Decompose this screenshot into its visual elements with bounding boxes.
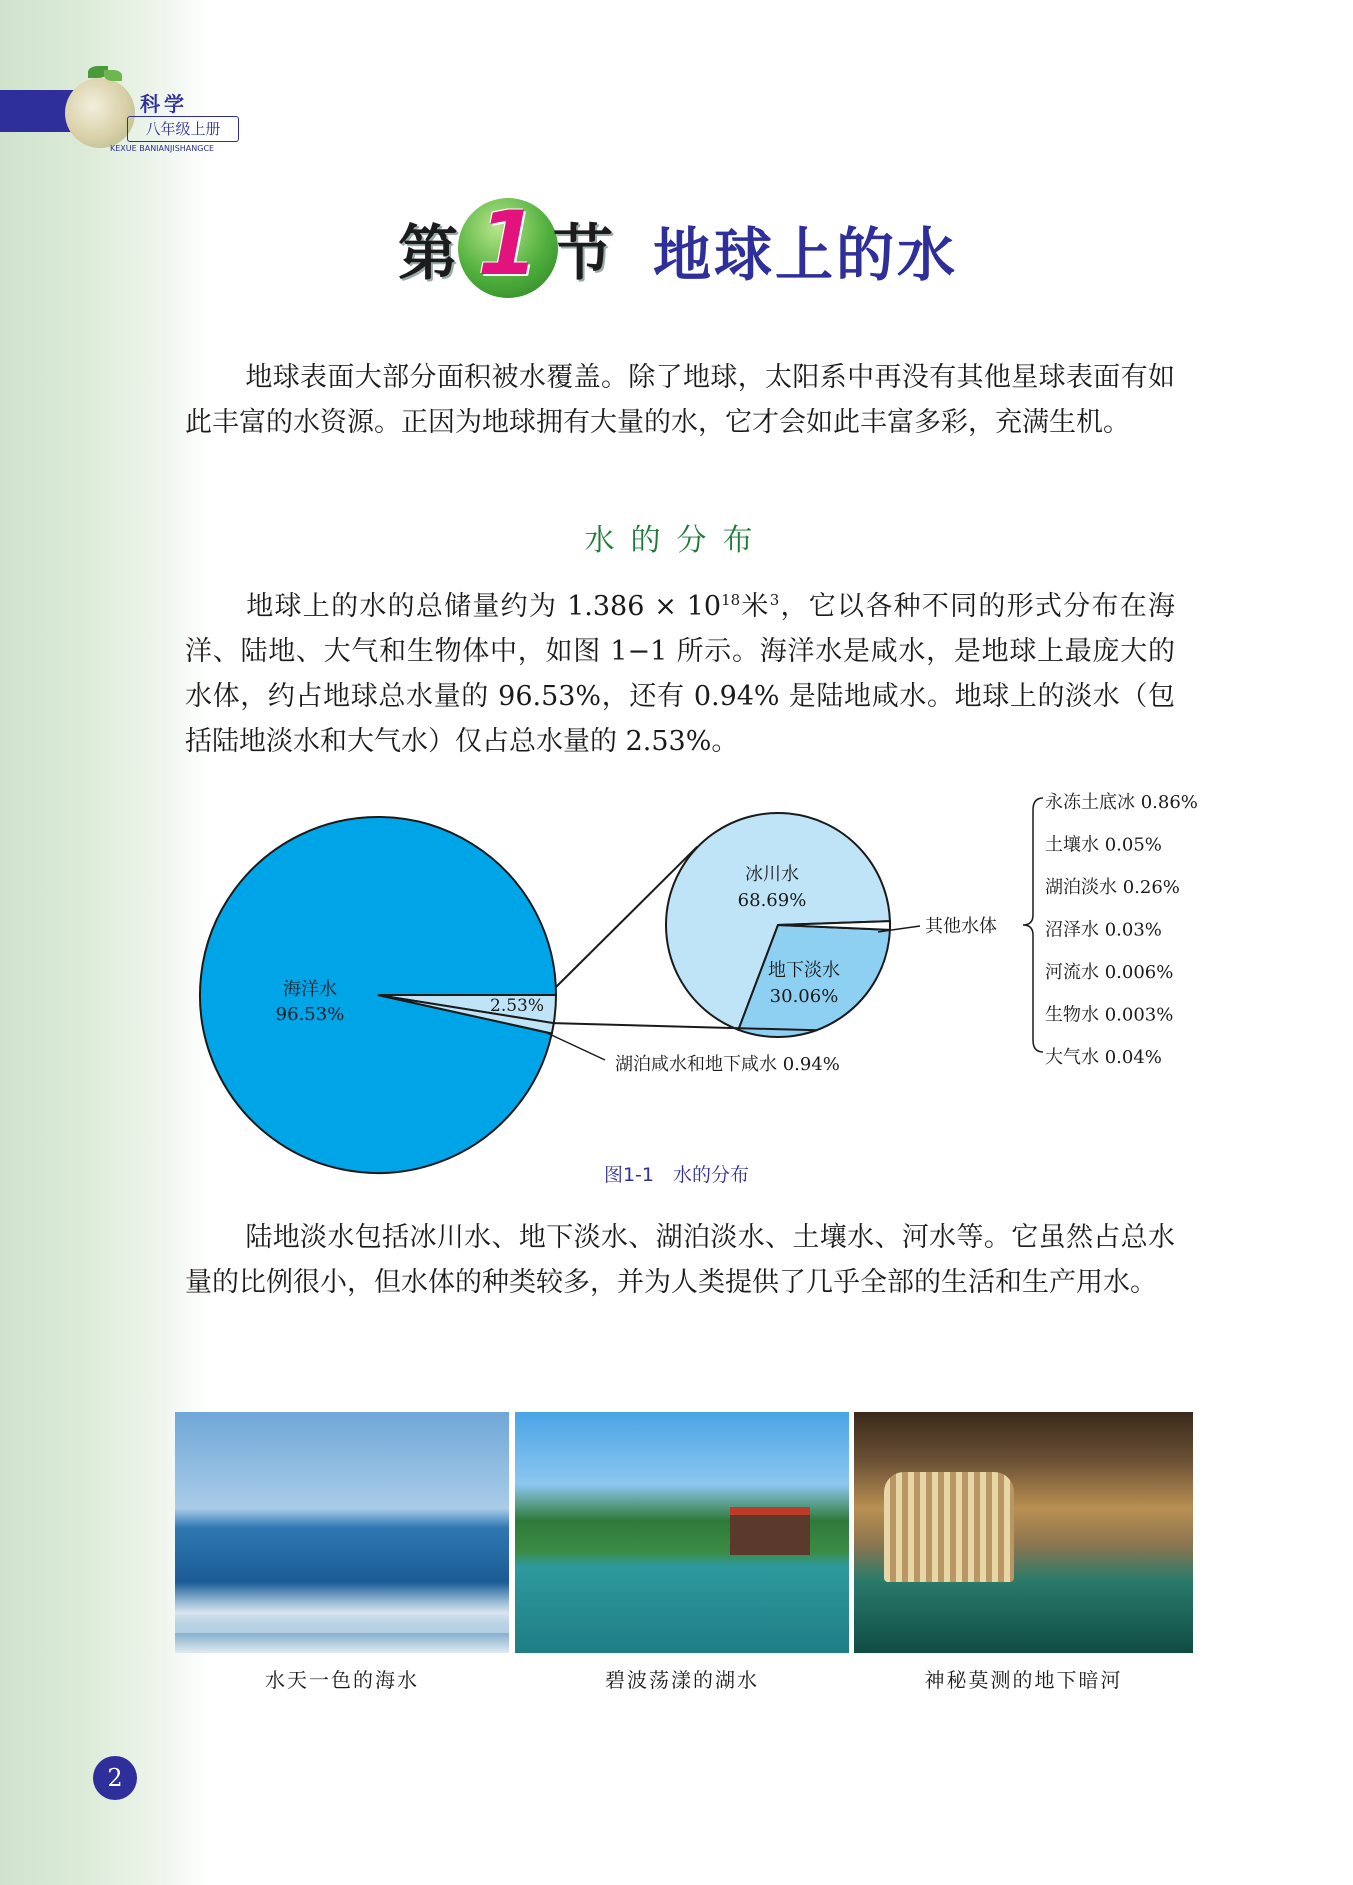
cave-photo-caption: 神秘莫测的地下暗河 bbox=[924, 1668, 1123, 1692]
other-water-item: 土壤水 0.05% bbox=[1045, 834, 1162, 856]
land-fresh-text: 陆地淡水包括冰川水、地下淡水、湖泊淡水、土壤水、河水等。它虽然占总水量的比例很小，但水体的种类较多，并为人类提供了几乎全部的生活和生产用水。 bbox=[185, 1222, 1175, 1298]
ocean-label: 海洋水 bbox=[283, 979, 337, 1000]
glacier-value: 68.69% bbox=[737, 890, 807, 911]
stalactites bbox=[884, 1472, 1014, 1582]
distribution-rest: ，它以各种不同的形式分布在海洋、陆地、大气和生物体中，如图 1−1 所示。海洋水是咸水，是地球上最庞大的水体，约占地球总水量的 96.53%，还有 0.94% 是陆地咸水。地球上的淡水（包括陆地淡水和大气水）仅占总水量的 2.53%。 bbox=[185, 591, 1176, 757]
book-grade: 八年级上册 bbox=[127, 116, 239, 142]
distribution-unit: 米 bbox=[740, 591, 770, 622]
saline-callout-line bbox=[545, 1032, 605, 1060]
distribution-paragraph bbox=[185, 578, 1175, 764]
section-prefix: 第 bbox=[398, 219, 458, 289]
distribution-exponent: 18 bbox=[721, 591, 741, 609]
glacier-label: 冰川水 bbox=[745, 864, 799, 885]
other-water-item: 沼泽水 0.03% bbox=[1045, 919, 1162, 941]
globe-logo bbox=[65, 78, 135, 148]
pie-charts bbox=[0, 770, 1353, 1200]
cave-photo bbox=[854, 1412, 1193, 1653]
land-fresh-paragraph bbox=[185, 1215, 1175, 1305]
other-label: 其他水体 bbox=[925, 916, 997, 937]
intro-text: 地球表面大部分面积被水覆盖。除了地球，太阳系中再没有其他星球表面有如此丰富的水资源。正因为地球拥有大量的水，它才会如此丰富多彩，充满生机。 bbox=[185, 362, 1175, 438]
leaf-icon bbox=[104, 70, 122, 81]
section-suffix: 节 bbox=[553, 219, 613, 289]
ocean-value: 96.53% bbox=[275, 1004, 345, 1025]
others-brace bbox=[1023, 798, 1043, 1052]
water-distribution-figure bbox=[0, 770, 1353, 1200]
groundwater-label: 地下淡水 bbox=[768, 960, 840, 981]
subheading: 水的分布 bbox=[584, 523, 769, 558]
groundwater-value: 30.06% bbox=[769, 986, 839, 1007]
pavilion bbox=[730, 1507, 810, 1555]
lake-photo bbox=[515, 1412, 849, 1653]
other-water-item: 湖泊淡水 0.26% bbox=[1045, 877, 1180, 898]
sea-photo bbox=[175, 1412, 509, 1653]
figure-caption: 图1-1 水的分布 bbox=[603, 1164, 750, 1186]
other-water-item: 永冻土底冰 0.86% bbox=[1045, 792, 1198, 813]
other-water-item: 河流水 0.006% bbox=[1045, 962, 1174, 983]
section-title bbox=[398, 192, 998, 298]
sea-photo-caption: 水天一色的海水 bbox=[265, 1668, 419, 1692]
saline-callout: 湖泊咸水和地下咸水 0.94% bbox=[615, 1054, 840, 1075]
wave-foam bbox=[175, 1583, 509, 1633]
distribution-lead: 地球上的水的总储量约为 1.386 × 10 bbox=[245, 591, 722, 622]
lake-photo-caption: 碧波荡漾的湖水 bbox=[605, 1668, 759, 1692]
page-number: 2 bbox=[93, 1756, 137, 1800]
book-pinyin: KEXUE BANIANJISHANGCE bbox=[110, 144, 215, 153]
book-subject: 科学 bbox=[140, 92, 188, 116]
distribution-unit-exponent: 3 bbox=[769, 591, 780, 609]
other-water-item: 生物水 0.003% bbox=[1045, 1004, 1174, 1026]
intro-paragraph bbox=[185, 355, 1175, 445]
fresh-value: 2.53% bbox=[490, 996, 545, 1016]
section-number: 1 bbox=[477, 192, 539, 295]
other-water-item: 大气水 0.04% bbox=[1045, 1047, 1162, 1068]
section-name: 地球上的水 bbox=[653, 221, 959, 289]
